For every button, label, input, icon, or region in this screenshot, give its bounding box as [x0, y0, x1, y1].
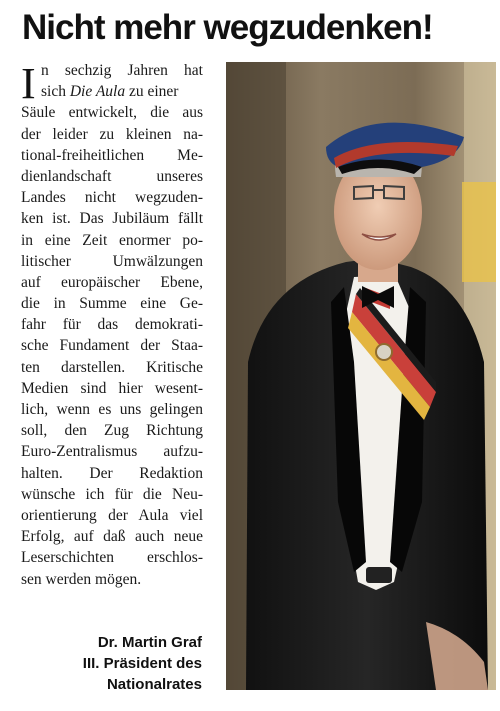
- article-line: Säule entwickelt, die aus: [21, 104, 203, 122]
- article-line-start: sich: [41, 83, 70, 101]
- article-line: ken ist. Das Jubiläum fällt: [21, 210, 203, 228]
- yellow-panel: [462, 182, 496, 282]
- author-role: Nationalrates: [106, 676, 202, 693]
- article-line: n sechzig Jahren hat: [41, 62, 203, 79]
- article-line: die in Summe eine Ge-: [21, 295, 203, 313]
- headline: Nicht mehr wegzudenken!: [22, 8, 433, 47]
- article-line: der leider zu kleinen na-: [21, 125, 203, 143]
- signature-block: [21, 632, 202, 695]
- article-line: wünsche ich für die Neu-: [21, 485, 203, 503]
- article-line: orientierung der Aula viel: [21, 506, 203, 524]
- article-line: lich, wenn es uns gelingen: [21, 401, 203, 418]
- article-line: Erfolg, auf daß auch neue: [21, 528, 203, 546]
- article-line: auf europäischer Ebene,: [21, 273, 203, 291]
- article-line: tional-freiheitlichen Me-: [21, 146, 203, 164]
- article-line: sche Fundament der Staa-: [21, 337, 203, 355]
- article-line: sen werden mögen.: [21, 570, 142, 588]
- author-name: Dr. Martin Graf: [97, 634, 202, 651]
- article-line: soll, den Zug Richtung: [21, 422, 203, 440]
- article-line: Euro-Zentralismus aufzu-: [21, 443, 203, 461]
- portrait-illustration: [226, 62, 496, 690]
- article-line: in eine Zeit enormer po-: [21, 231, 203, 249]
- publication-name: Die Aula: [69, 83, 126, 101]
- article-line: Medien sind hier wesent-: [21, 379, 203, 397]
- medal-icon: [376, 344, 392, 360]
- article-body: [21, 60, 203, 590]
- author-role: III. Präsident des: [82, 655, 202, 672]
- article-line: fahr für das demokrati-: [21, 316, 203, 334]
- article-line: Landes nicht wegzuden-: [21, 189, 203, 207]
- article-line-end: zu einer: [125, 83, 179, 101]
- portrait-photo: [226, 62, 496, 690]
- article-line: [21, 81, 203, 102]
- article-line: litischer Umwälzungen: [21, 252, 203, 270]
- belt-buckle: [366, 567, 392, 583]
- article-line: Leserschichten erschlos-: [21, 549, 203, 567]
- article-line: halten. Der Redaktion: [21, 464, 203, 482]
- drop-cap: I: [21, 59, 36, 108]
- article-line: ten darstellen. Kritische: [21, 358, 203, 376]
- article-line: dienlandschaft unseres: [21, 167, 203, 185]
